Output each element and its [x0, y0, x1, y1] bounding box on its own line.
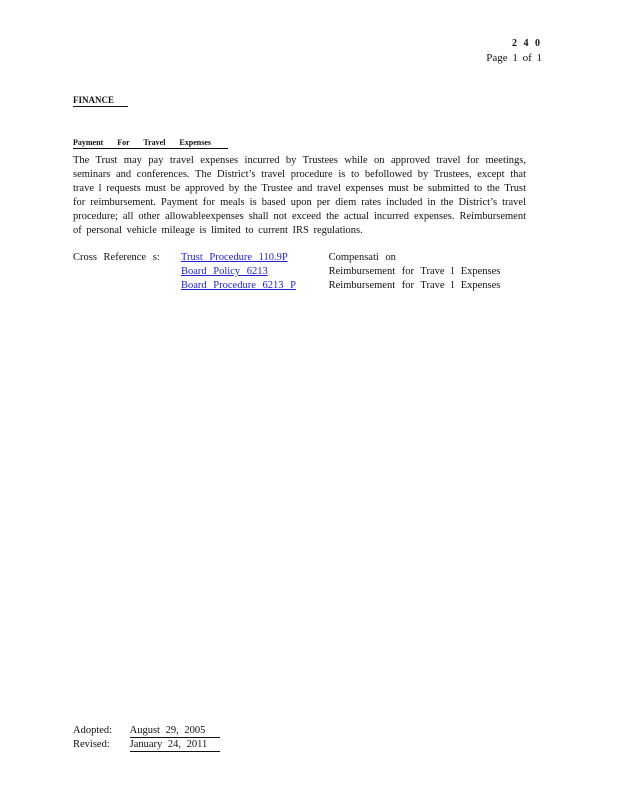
policy-title: Payment For Travel Expenses: [73, 138, 228, 149]
board-procedure-link[interactable]: Board Procedure 6213 P: [181, 280, 296, 291]
adopted-date: August 29, 2005: [130, 724, 220, 738]
revised-label: Revised:: [73, 739, 110, 750]
cross-reference-label: Cross Reference s:: [73, 252, 160, 263]
revised-date: January 24, 2011: [130, 738, 220, 752]
trust-procedure-link[interactable]: Trust Procedure 110.9P: [181, 252, 288, 263]
cross-reference-description: Compensati on: [328, 252, 396, 263]
cross-reference-item: [181, 265, 500, 279]
cross-reference-item: [181, 251, 396, 265]
adoption-history: [73, 724, 220, 752]
page-indicator: Page 1 of 1: [486, 52, 542, 64]
cross-reference-description: Reimbursement for Trave l Expenses: [328, 280, 501, 291]
policy-number: 2 4 0: [512, 38, 542, 49]
board-policy-link[interactable]: Board Policy 6213: [181, 266, 268, 277]
adopted-row: [73, 724, 220, 738]
cross-reference-item: [181, 279, 500, 293]
policy-body: The Trust may pay travel expenses incurred by Trustees while on approved travel for meetings, seminars and conferences. The District’s travel procedure is to befollowed by Trustees, except that trave l requests must be approved by the Trustee and travel expenses must be submitted to the Trust for reimbursement. Payment for meals is based upon per diem rates included in the District’s travel procedure; all other allowableexpenses shall not exceed the actual incurred expenses. Reimbursement of personal vehicle mileage is limited to current IRS regulations.: [73, 155, 526, 236]
section-heading: FINANCE: [73, 95, 128, 107]
adopted-label: Adopted:: [73, 725, 113, 736]
revised-row: [73, 738, 220, 752]
cross-reference-description: Reimbursement for Trave l Expenses: [328, 266, 501, 277]
